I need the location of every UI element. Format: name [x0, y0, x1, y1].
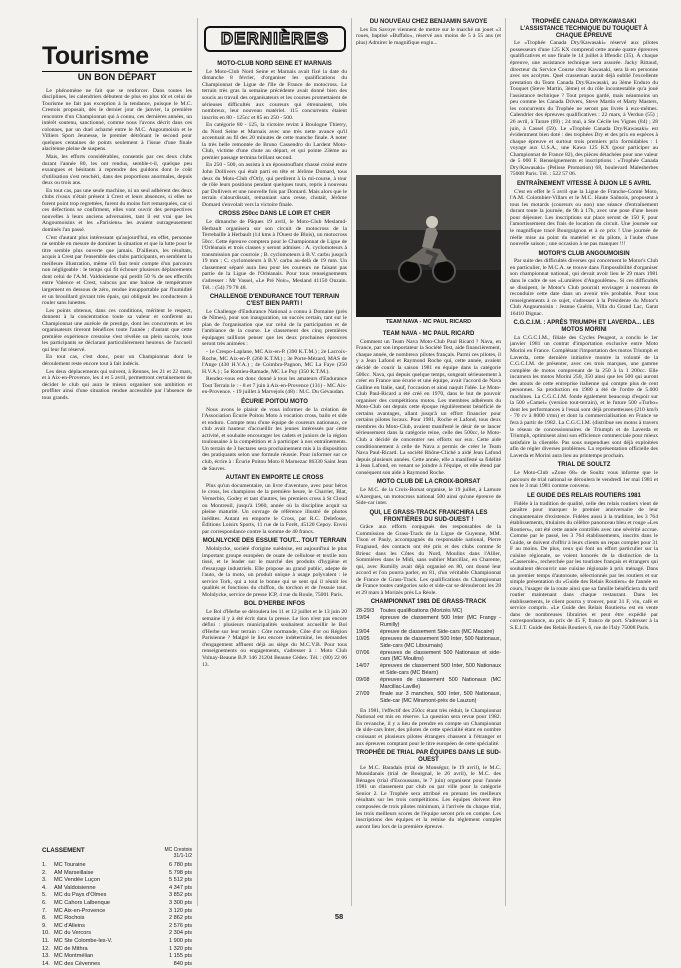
article-body: Molnlycke, société d'origine suédoise, est aujourd'hui le plus important groupe européen de ouate de cellulose et textile non tissé, et le leader sur le marché des produits d'hygiène et d'essuyage industriels. Elle propose au grand public, adepte de l'auto, de la moto, un produit unique à usage polyvalent : le service Tork, qui a tout le bonne qui se sent qui il réunit les qualités et fonctions du chiffon, du torchon et de l'essuie tout. Molnlycke, service de presse ICP, 4 rue du Roule, 75001 Paris.: [202, 546, 347, 598]
classement-row: [42, 938, 192, 946]
article-heading: MOTOR'S CLUB ANGOUMOISIN: [538, 250, 630, 257]
calendar-date: 27/09: [356, 691, 370, 697]
article-heading: AUTANT EN EMPORTE LE CROSS: [225, 475, 324, 482]
calendar-row: [356, 608, 501, 615]
classement-row: [42, 946, 192, 954]
classement-pts: 2 862 pts: [168, 915, 192, 922]
classement-club: MC du Vercors: [54, 930, 91, 937]
section-title: Tourisme: [42, 42, 149, 70]
column-divider: [505, 18, 506, 906]
article-body: Le Bol d'Herbe se déroulera les 11 et 12 juillet et le 13 juin 20 semaine il y à été écrit dans la presse. Le lion n'est pas encore défini : plusieurs municipalités souhaitent accueillir le Bol d'Herbe sur leur terrain : Côte normande, Côte d'or ou Région Parisienne ? Malgré le lieu encore indéterminé, les demandes d'engagement affluent déjà au siège du M.C.V.B. Pour tous renseignements ou engagements, s'adresser à : Moto Club Volnay-Beaune B.P. 146 21204 Beaune Cédex. Tél. : (80) 22 06 13.: [202, 609, 347, 668]
column-divider: [351, 18, 352, 906]
classement-row: [42, 908, 192, 916]
calendar-row: [356, 629, 501, 636]
classement-pts: 2 304 pts: [168, 930, 192, 937]
classement-row: [42, 915, 192, 923]
paragraph: En tout cas, pas une seule machine, ni un seul adhérent des deux clubs rivaux n'était présent à Crest et leurs absences, si elles ne furent point trop regrettées, furent du moins fort remarquées, car si ces défections se confirment, elles vont ouvrir des perspectives nouvelles à leurs anciens adversaires, tant il est vrai que les Angoumoisins et les «Parisiens» les avaient outrageusement dominés l'an passé.: [42, 187, 192, 234]
article-heading: CHAMPIONNAT 1981 DE GRASS-TRACK: [370, 599, 487, 606]
classement-row: [42, 900, 192, 908]
classement-row: [42, 885, 192, 893]
classement-club: MC Touraine: [54, 862, 86, 868]
classement-rank: 14.: [42, 960, 50, 967]
article-body: En catégorie 80 - 125, la victoire revint à Boulogne Thierry, du Nord Seine et Marnais avec une très nette avance qu'il accentuait au fil des 20 minutes de cette manche finale. A noter la très belle remontée de Bruno Cassendro du Lardent Moto-Club, victime d'une chute au départ, et qui pointe 23ème au premier passage termina brillant second.: [202, 122, 347, 161]
classement-rank: 11.: [42, 937, 50, 944]
calendar-row: [356, 650, 501, 664]
paragraph: Les points obtenus, dans ces conditions, méritent le respect, donnent à la concentration toute sa valeur et confèrent au Championnat une auréole de prestige, dont les concurrents et les organisateurs tireront bénéfices toute l'année ; d'autant que cette première expérience crestoise s'est révélée un plein succès, tous les participants se déclarant particulièrement heureux de l'accueil qui leur fut réservé.: [42, 307, 192, 353]
classement-rank: 2.: [42, 869, 47, 876]
column-tourisme: [42, 16, 192, 936]
classement-rank: 9.: [42, 922, 47, 929]
calendar-event: épreuves de classement 500 Nationaux (MC Marcillac-Laville): [380, 677, 501, 691]
classement-club: MC Rochois: [54, 915, 85, 922]
article-body: Rendez-vous est donc donné à tous les amateurs d'Endurance Tout Terrain le : - 8 et 7 juin à Aix-en-Provence (131) - MC Aix-en-Provence. - 19 juillet à Marvejols (48) : M.C. Du Gévaudan.: [202, 376, 347, 396]
classement-pts: 1 155 pts: [168, 953, 192, 960]
calendar-row: [356, 691, 501, 705]
classement-row: [42, 862, 192, 870]
article-body: Comment un Team Nava Moto-Club Paul Ricard ? Nava, en France, par son importateur la Société Test, aide financièrement, chaque année, de nombreux pilotes français. Parmi ces pilotes, il y a Jean Lafond et Raymond Roche qui, cette année, avaient décidé de courir la saison 1981 en équipe dans la catégorie 500cc. Nava, qui depuis quelque temps, songeait sérieusement à créer en France une écurie et une équipe, avait l'accord de Nava Galline en Italie, sauf, l'occasion et ainsi naquit l'idée. Le Moto-Club Paul-Ricard a été créé en 1970, dans le but de pouvoir organiser des compétitions motos. Les membres adhérents du Moto-Club ont depuis cette époque régulièrement bénéficié de certains avantages, allant jusqu'à un effort financier pour certains pilotes locaux. Pour 1981, Roche et Lafond, tous deux membres du Moto-Club, avaient manifesté le désir de se lancer sérieusement dans la catégorie reine, celle des 500cc, le Moto-Club a décidé de concentrer ses efforts sur eux. Cette aide conditionnement à celle de Nava a permis de créer le Team Nava Paul-Ricard. La société Rhône-Cliché a aidé Jean Lafond depuis plusieurs années. Cette année, elle a manifesté sa fidélité à Jean Lafond, en venant se joindre à l'équipe, et elle étend par conséquent son aide à Raymond Roche.: [356, 338, 501, 476]
calendar-event: Toutes qualifications (Morizès MC): [380, 608, 463, 615]
classement-row: [42, 892, 192, 900]
paragraph: C'est d'autant plus intéressant qu'aujourd'hui, en effet, personne ne semble en mesure de dominer la situation et que la lutte pour le titre semble plus ouverte que jamais. D'ailleurs, les résultats, acquis à Crest par l'ensemble des clubs participants, en semblent la meilleure illustration, même s'il faut tenir compte d'un parcours non négligeable : le temps qui fit échouer plusieurs déplacements dont celui de l'A.M. Valdoisienne qui perdit 50 % de ses effectifs entre Valence et Crest, vaincus par une baisse de température largement en dessous de zéro, rendue insupportable par l'humidité et un brouillard givrant très épais, qui obligeait les conducteurs à rouler sans lunettes.: [42, 234, 192, 307]
classement-row: [42, 961, 192, 968]
article-body: Le «Trophée Canada Dry/Kawasaki» réservé aux pilotes possesseurs d'une 125 KX comprend cette année quatre épreuves qualificatives et une finale le 14 juillet à Iffendic (35). À chaque épreuve, une assistance technique sera assurée. Jacky Rittaud, directeur du Service Course chez Kawasaki, sera là en personne avec ses acolytes. Quel crasseman aurait déjà oublié l'excellente prestation du Team Canada Dry/Kawasaki, au 3ème Enduro du Touquet (Steve Martin, 3ème) et du rôle incontestable qu'a joué l'assistance technique ? Tout propos gardé, mais néanmoins un peu comme les Canada Drivers, Steve Martin et Marty Masters, les concurrents du Trophée ne seront pas livrés à eux-mêmes. Calendrier des épreuves qualificatives : 22 mars, à Verdun (55) ; 26 avril, à Tarare (69) ; 24 mai, à Ste Cécile les Vignes (84) ; 28 juin, à Cassel (59). Le «Trophée Canada Dry/Kawasaki» est évidemment bien doté : des trophées Dry et des prix en espèces à chaque épreuve et surtout trois premiers prix formidables : 1 voyage aux U.S.A., une Kawa 125 KX (pour participer au Championnat de France 82), des pièces détachées pour une valeur de 5 000 F. Renseignements et inscriptions : «Trophée Canada Dry/Kawasaki» (Pelisse Promotion) 68, boulevard Malesherbes 75008 Paris. Tél. : 522 57 06.: [510, 40, 658, 178]
calendar-date: 09/08: [356, 677, 370, 684]
calendar-event: épreuve de classement 500 Inter (MC Frangy - Rumilly): [380, 615, 501, 628]
classement-title: CLASSEMENT: [42, 847, 85, 854]
article-kicker: UN BON DÉPART: [77, 72, 157, 83]
article-heading: CROSS 250cc DANS LE LOIR ET CHER: [218, 211, 331, 218]
column-news-4: [510, 16, 658, 936]
classement-rank: 10.: [42, 930, 50, 937]
article-body: Le Moto-Club «Zone 68» de Soultz vous informe que le parcours de trial national se déroulera le vendredi 1er mai 1981 et non le 3 mai 1981 comme convenu.: [510, 470, 658, 490]
photo-caption: TEAM NAVA - MC PAUL RICARD: [385, 319, 472, 325]
calendar-event: épreuves de classement 500 Inter, 500 Nationaux, Side-cars (MC Libournais): [380, 635, 501, 649]
article-heading: MOLNLYCKE DES ESSUIE TOUT... TOUT TERRAIN: [202, 538, 347, 545]
article-body: - 1e Crespo-Laplane, MC Aix-en-P. (390 K.T.M.) ; 2e Lacroix-Roche, MC Aix-en-P. (260 K.T.M.) ; 3e Porte-Mézard, MAS de l'Ange (430 H.V.A.) ; 4e Coimbra-Pagnon, MC La Faye (250 H.V.A.) ; 5e Romieu-Ramade, MC Le Puy (350 K.T.M.).: [202, 348, 347, 375]
classement-rank: 4.: [42, 884, 47, 891]
article-heading: TRIAL DE SOULTZ: [557, 462, 611, 469]
classement-pts: 840 pts: [173, 960, 192, 967]
article-body: La C.G.C.I.M., filiale des Cycles Peugeot, a conclu le 1er janvier 1981 un contrat d'importation exclusive entre Moto Morini en France. Complétant l'importation des motos Triumph et Laverda, cette dernière initiative montre la volonté de la C.G.C.I.M. de présenter, avec ces trois marques, une gamme complète de motos comprenant de la 250 à la 1 200cc. Elle incarnera les motos Morini 250, 350 ainsi que les 500 qui auront des atouts de cette entreprise italienne qui compte plus de cent personnes. Sa production en 1980 a été de l'ordre de 5.000 machines. La C.G.C.I.M. fonde également beaucoup d'espoir sur la 500 «Camel» (version tout-terrain), et le future 500 «Turbo» dont les performances à l'essai sont déjà prometteuses (210 km/h - 70 cv à 8000 t/mn) et dont la commercialisation en France se fera à partir de 1982. La C.G.C.I.M. (distribue ses motos à travers le réseau de concessionnaires de Triumph et de Laverda et Triumph, optimisent ainsi son efficience commerciale pour mieux satisfaire la clientèle. Pas sous suspendues sont déjà exploitées afin de régler diverses problèmes. La représentation officielle des Laverda et Morini aura lieu au printemps prochain.: [510, 334, 658, 459]
calendar-row: [356, 663, 501, 677]
article-body: En 1981, l'effectif des 250cc étant très réduit, le Championnat National est mis en réserve. La question sera revue pour 1982. En revanche, il y a lieu de prendre en compte un Championnat de side-cars Inter, des pilotes de cette spécialité étant en nombre croissant et plusieurs pilotes étrangers chassent à l'étranger et aux épreuves comptant pour le titre européen de cette spécialité.: [356, 707, 501, 747]
classement-pts: 3 120 pts: [168, 907, 192, 914]
classement-rank: 7.: [42, 907, 47, 914]
classement-rank: 12.: [42, 945, 50, 952]
article-body: Nous avons le plaisir de vous informer de la création de l'Association Écurie Poitou Moto à vocation cross, bailo et side et enduro. Compte tenu d'une équipe de coureurs nationaux, ce club avait hauteur d'accueillir les jeunes intéressés par cette activité, et souhaite encourager les cadets et juniors de la région toulousaine à la compétition et à participer à nos entraînements. Un terrain de 3 hectares sera prochainement mis à la disposition des pratiquants selon une formule réussie. Pour informer sur ce club, écrire à : Écurie Poitou Moto 8 Marnezac 86330 Saint Jean de Sauves.: [202, 406, 347, 472]
classement-pts: 1 900 pts: [168, 937, 192, 944]
article-body: Le M.C. de la Croix-Borsat organise, le 19 juillet, à Lamure s/Azergues, un motocross national 500 ainsi qu'une épreuve de Side-car inter.: [356, 487, 501, 507]
classement-pts: 2 576 pts: [168, 922, 192, 929]
classement-row: [42, 923, 192, 931]
calendar-event: épreuve de classement Side-cars (MC Macaire): [380, 628, 495, 635]
paragraph: Le phénomène ne fait que se renforcer. Dans toutes les disciplines, les calendriers débutent de plus en plus tôt et celui de Tourisme ne fait pas exception à la tendance, puisque le M.C. Crestois proposait, dès le dernier jour de janvier, la première rencontre d'un Championnat qui à connu, ces dernières années, un intérêt soutenu, sanctionné, comme nous l'avons décrit dans ces colonnes, par un duel acharné entre le M.C. Angoumoisin et le Villiers Sport Jeunesse, le premier détrônant le second pour quelques centaines de points seulement à l'issue d'une finale alacitenne pleine de suspens.: [42, 87, 192, 153]
article-body: Le M.C. Baradais (trial de Monségur, le 19 avril), le M.C. Mussidanais (trial de Bourgnal, le 26 avril), le M.C. des Bénages (trial d'Escoussans, le 7 juin) organisent pour l'année 1981 un classement par club ou par ville pour la catégorie Senior 2. Le Trophée sera attribué en prenant les meilleurs résultats sur les trois compétitions. Les équipes doivent être composées de trois pilotes minimum, à l'arrivée du chaque trial, les trois meilleurs scores de l'équipe seront pris en compte. Les inscriptions des équipes et la remise du règlement complet auront lieu lors de la première épreuve.: [356, 764, 501, 830]
column-news-2: [202, 58, 347, 908]
classement-club: MC du Pays d'Olmes: [54, 892, 107, 899]
classement-rank: 13.: [42, 953, 50, 960]
article-heading: ENTRAÎNEMENT VITESSE À DIJON LE 5 AVRIL: [516, 180, 651, 187]
article-heading: LE GUIDE DES RELAIS ROUTIERS 1981: [527, 492, 641, 499]
article-body: Les Ets Savoye viennent de mettre sur le marché un jouet «3 roues, baptisé «Buffalo», réservé aux moins de 5 à 55 ans (et plus) Admirer le magnifique engin...: [356, 26, 501, 46]
grass-track-calendar: [356, 608, 501, 705]
article-heading: QUI, LE GRASS-TRACK FRANCHIRA LES FRONTIÈRES DU SUD-OUEST !: [369, 509, 488, 523]
classement-pts: 5 512 pts: [168, 877, 192, 884]
article-body: Grâce aux efforts conjugués des responsables de la Commission de Grass-Track de la Ligue de Guyenne, MM. Tison et Pauly, accompagnés du responsable national, Pierre Fragnaud, des contacts ont été pris et des clubs comme St Brieuc dans les Côtes du Nord, Moulins dans l'Allier, Sommières dans le Midi, sans oublier Marcillac, en Charente, qui, avec Rumilly avait déjà organisé en 80, ont donné leur accord et l'on pourra parler, en 81, d'un véritable Championnat de France de Grass-Track. Les qualifications du Championnat de France toutes catégories solo et side-car se dérouleront les 28 et 29 mars à Morizès près La Réole.: [356, 524, 501, 596]
article-body: Le Moto-Club Nord Seine et Marnais avait fixé la date du dimanche 8 février, d'organiser les qualifications du Championnat de Ligue de l'Ile de France de motocross. Le terrain très gras la semaine précédente avait donné bien des soucis au travail des organisateurs et les courses promettaient de sérieuses difficultés aux coureurs qui étrennaient, très nombreux, leur nouveau matériel. 115 concurrents étaient inscrits en 80 - 125cc et 85 en 250 - 500.: [202, 68, 347, 121]
classement-club: MC des Cévennes: [54, 960, 101, 967]
classement-source: MC Crestois 31/1-1/2: [164, 847, 192, 859]
classement-pts: 3 852 pts: [168, 892, 192, 899]
paragraph: Les deux déplacements qui suivent, à Rennes, les 21 et 22 mars, et à Aix-en-Provence, les 4 et 5 avril, permettront certainement de décider le club qui aura le mieux organiser son ambition et proffiter ainsi d'une situation rendue accessible par l'absence de tous grands.: [42, 368, 192, 401]
classement-row: [42, 877, 192, 885]
classement-box: [42, 847, 192, 968]
calendar-row: [356, 677, 501, 691]
classement-row: [42, 930, 192, 938]
article-heading: TROPHÉE DE TRIAL PAR ÉQUIPES DANS LE SUD-OUEST: [356, 750, 501, 763]
classement-club: MC Montmélian: [54, 953, 94, 960]
classement-club: MC Cahors Lalbenque: [54, 899, 110, 906]
classement-club: AM Valdoisienne: [54, 884, 96, 891]
calendar-date: 14/07: [356, 663, 370, 670]
article-heading: BOL D'HERBE INFOS: [244, 601, 305, 608]
article-body: Le Challenge d'Endurance National a connu à Domaine (près de Nîmes), pour son inauguration, un succès certain, tant sur le plan de l'organisation que sur celui de la participation et de l'ambiance de la course. Le classement des cinq premières équipages taillions penser que les deux prochaines épreuves seront très animées :: [202, 308, 347, 348]
article-body: Fidèle à la tradition de qualité, celle des relais routiers vient de paraître pour marquer le premier anniversaire de leur cinquantenaire d'existence. Fidèles aussi à la tradition, les 3 764 établissements, titulaires du célèbre panonceau bleu et rouge «Les Routiers», ont été cette année contrôlés avec une sévérité accrue. Comme par le passé, les 3 764 établissements, inscrits dans le Guide, se doivent d'offrir à leurs clients un repas complet pour 31 F au moins. De plus, ceux qui font un effort particulier sur la cuisine régionale, se voient honorés de la distinction de la «Casserole», recherchée par les touristes français et étrangers qui souhaitent découvrir une cuisine régionale à prix ménagé. Dans un premier temps d'autoroute, sélectionnés par les routiers et sur simple présentation du «Guide des Relais Routiers» de l'année en cours, l'usager de la route ainsi que sa famille bénéficiera du tarif routier maintenant dans chaque restaurant. Dans les établissements, le client pourra y trouver, pour 31 F, vin, café et service compris. «Le Guide des Relais Routiers» est en vente dans de nombreuses librairies et peut être expédié par correspondance, au prix de 45 F, franco de port. S'adresser à la S.E.J.T. Guide des Relais Routiers 6, rue de l'Isly 75008 Paris.: [510, 500, 658, 631]
classement-rank: 6.: [42, 899, 47, 906]
article-body: En 250 - 500, on assista à un époustouflant chassé croisé entre John Dollivers qui était parti en tête et Jérôme Domard, tous deux du Moto-Club d'Orly, qui perdirent à la mi-course, à tour de rôle leurs positions pendant quelques tours, repris à nouveau par Dollivers et une nouvelle fois par Domard. Mais alors que le terrain s'alourdissait, remaniant sans cesse, chutait, Jérôme Domard s'envolait vers la victoire finale.: [202, 162, 347, 208]
classement-pts: 4 347 pts: [168, 884, 192, 891]
classement-club: MC de Mithra: [54, 945, 88, 952]
calendar-date: 28-29/3: [356, 608, 375, 615]
article-heading: TEAM NAVA - MC PAUL RICARD: [382, 331, 475, 337]
article-heading: CHALLENGE D'ENDURANCE TOUT TERRAIN C'EST BIEN PARTI !: [209, 294, 340, 307]
classement-club: MC Vendée Luçon: [54, 877, 101, 884]
article-body: C'est en effet le 5 avril que la Ligue de Franche-Comté Moto, l'A.M. Colombier-Villars et le M.C. Haute Saônois, proposent à tous les motards (coureurs ou non) une séance d'entraînement durant toute la journée, de 9h à 17h, avec une pose d'une heure pour déjeuner. Les inscriptions sur place seront de 150 F, pour l'amortissement des frais de location du circuit. Une journée sur le magnifique tracé Bourguignon et à ce prix ! Une journée de réelle mise au point du matériel et du pilote, à l'aube d'une nouvelle saison ; une occasion à ne pas manquer !!!: [510, 188, 658, 248]
calendar-event: épreuves de classement 500 Inter, 500 Nationaux et Side-cars (MC Béarn): [380, 663, 501, 677]
article-heading: C.G.C.I.M. : APRÈS TRIUMPH ET LAVERDA... LES MOTOS MORINI: [513, 320, 655, 334]
page-number: 58: [334, 912, 344, 921]
calendar-date: 10/05: [356, 635, 370, 642]
motorcycle-rider-image: [396, 215, 456, 285]
classement-row: [42, 870, 192, 878]
article-heading: DU NOUVEAU CHEZ BENJAMIN SAVOYE: [369, 19, 488, 25]
column-news-3-bottom: [356, 328, 501, 908]
banner-title: DERNIÈRES: [220, 29, 330, 48]
article-body: Plus qu'un documentaire, un livre d'aventure, avec pour héros le cross, les champions de la première heure, le Charrier, Blat, Vernerbio, Godey et tant d'autres, les premiers cross à St Cloud ou Montreuil, jusqu'à 1960, année où la discipline acquit sa pleine maturité. Un ouvrage de référence illustré de photos inédites. Autant en emporte le Cross, par R.C. Delefosse, Éditions Loisirs Sports, 11 rue de la Forêt, 45120 Cepoy. Envoi par correspondance contre la somme de 40 francs.: [202, 482, 347, 535]
calendar-row: [356, 615, 501, 629]
classement-club: MC Aix-en-Provence: [54, 907, 106, 914]
calendar-event: finale sur 3 manches, 500 Inter, 500 Nationaux, Side-car (MC Miramont-près de Lauzun): [380, 691, 501, 704]
classement-rank: 8.: [42, 915, 47, 922]
paragraph: Mais, les efforts considérables, consentis par ces deux clubs durant l'année 80, les ont rendus, semble-t-il, quelque peu exsangues et hésitants à reprendre des guidons dont le coût d'utilisation s'est renchéri, dans des proportions anormales, depuis deux ou trois ans.: [42, 154, 192, 187]
classement-pts: 1 320 pts: [168, 945, 192, 952]
classement-rank: 1.: [42, 862, 47, 868]
column-divider: [197, 18, 198, 906]
classement-pts: 3 300 pts: [168, 899, 192, 906]
classement-rank: 5.: [42, 892, 47, 899]
calendar-date: 19/04: [356, 628, 370, 635]
paragraph: En tout cas, c'est donc, pour un Championnat dont le déroulement reste encore tout à fait indécis.: [42, 354, 192, 367]
article-heading: MOTO CLUB DE LA CROIX-BORSAT: [376, 479, 481, 486]
dernieres-banner: [204, 26, 346, 52]
column-news-3-top: [356, 16, 501, 172]
classement-pts: 6 780 pts: [168, 862, 192, 868]
article-heading: ÉCURIE POITOU MOTO: [241, 398, 308, 405]
classement-club: MC d'Alleins: [54, 922, 85, 929]
article-body: Par suite des difficultés diverses qui concernent le Motor's Club en particulier, le M.C.A. se trouve dans l'impossibilité d'organiser son championnat national, qui devait avoir lieu le 29 mars 1981 dans le cadre de ses «Lumières d'Angoulême». Si ces difficultés se dissipent, le Motor's Club pourrait envisager à nouveau de reconduire cette date dans un avenir très probable. Pour tous renseignements à ce sujet, s'adresser à la Présidente du Motor's Club Angoumoisin : Jeanne Guérin, Villa du Grand Lac, Garat 16410 Dignac.: [510, 258, 658, 317]
classement-club: MC Ste Colombe-les-V.: [54, 937, 113, 944]
classement-table: [42, 862, 192, 968]
team-nava-photo: [356, 175, 501, 317]
calendar-date: 07/06: [356, 649, 370, 656]
calendar-event: épreuves de classement 500 Nationaux et side-cars (MC Moulins): [380, 649, 501, 663]
classement-row: [42, 953, 192, 961]
classement-club: AM Marseillaise: [54, 869, 94, 876]
classement-pts: 5 798 pts: [168, 869, 192, 876]
calendar-date: 19/04: [356, 615, 370, 622]
calendar-row: [356, 636, 501, 650]
article-heading: TROPHÉE CANADA DRY/KAWASAKI L'ASSISTANCE TECHNIQUE DU TOUQUET À CHAQUE ÉPREUVE: [520, 19, 648, 39]
article-body: Le dimanche de Pâques 19 avril, le Moto-Club Meslamd-Herbault organisera sur son circuit de motocross de la Terrebaille à Herbault (14 kms à l'Ouest de Blois), un motocross 50cc. Cette épreuve comptera pour le Championnat de Ligue de l'Orléanais et trois classes y seront admises : A. cyclomoteurs à transmission par courroie ; B. cyclomoteurs à B.V. carbu jusqu'à 19 mm ; C. cyclomoteurs à B.V. carbu au-delà de 19 mm. Un classement séparé aura lieu pour les coureurs ne faisant pas partie de la Ligue de l'Orléanais. Pour tous renseignements s'adresser : Mr Vassel, «Le Pré Noir», Mesland 41150 Onzain. Tél. : (54) 79 78 48.: [202, 219, 347, 291]
article-heading: MOTO-CLUB NORD SEINE ET MARNAIS: [217, 61, 332, 67]
classement-rank: 3.: [42, 877, 47, 884]
